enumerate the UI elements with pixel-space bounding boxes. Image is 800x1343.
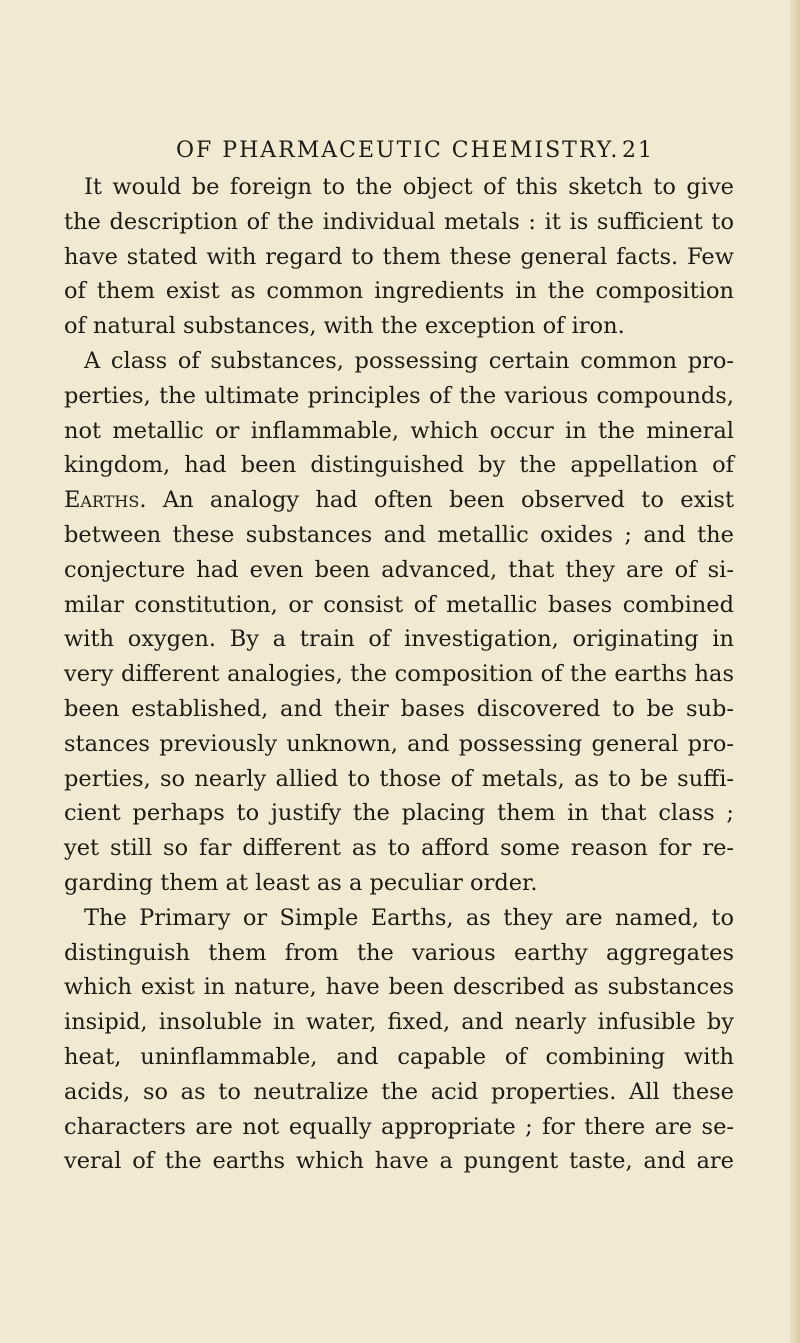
text-line: characters are not equally appropriate ; for there are se- [64,1113,734,1140]
text-line: very different analogies, the composition of the earths has [64,661,734,688]
text-line: garding them at least as a peculiar order. [64,869,538,896]
text-line: conjecture had even been advanced, that they are of si- [64,556,734,583]
text-line: heat, uninflammable, and capable of combining with [64,1043,734,1070]
text-line: milar constitution, or consist of metallic bases combined [64,591,734,618]
text-line: have stated with regard to them these general facts. Few [64,243,734,270]
text-line: between these substances and metallic oxides ; and the [64,521,734,548]
page-number: 21 [622,138,654,163]
text-line: which exist in nature, have been described as substances [64,974,734,1001]
running-header-title: OF PHARMACEUTIC CHEMISTRY. [176,138,620,163]
text-line: stances previously unknown, and possessing general pro- [64,730,734,757]
text-line: veral of the earths which have a pungent taste, and are [64,1148,734,1175]
text-line: acids, so as to neutralize the acid properties. All these [64,1078,734,1105]
text-line: with oxygen. By a train of investigation, originating in [64,626,734,653]
text-line: insipid, insoluble in water, fixed, and nearly infusible by [64,1009,734,1036]
text-line: The Primary or Simple Earths, as they are named, to [84,904,734,931]
text-line: cient perhaps to justify the placing them in that class ; [64,800,734,827]
earths-smallcaps-term: Earths [64,487,140,514]
text-line: distinguish them from the various earthy aggregates [64,939,734,966]
text-line: of natural substances, with the exception of iron. [64,313,625,340]
text-line: A class of substances, possessing certain common pro- [84,347,734,374]
page-edge-shadow [790,0,800,1343]
body-text [64,170,734,1179]
text-line: of them exist as common ingredients in the composition [64,278,734,305]
text-line: perties, the ultimate principles of the various compounds, [64,382,734,409]
running-header [176,138,654,172]
text-line: not metallic or inflammable, which occur in the mineral [64,417,734,444]
text-line [64,483,734,518]
text-line: the description of the individual metals : it is sufficient to [64,208,734,235]
text-line: been established, and their bases discovered to be sub- [64,695,734,722]
text-line: It would be foreign to the object of this sketch to give [84,174,734,200]
text-line: yet still so far different as to afford some reason for re- [64,835,734,862]
text-line: perties, so nearly allied to those of metals, as to be suffi- [64,765,734,792]
text-line-remainder: . An analogy had often been observed to exist [139,487,734,514]
text-line: kingdom, had been distinguished by the appellation of [64,452,734,479]
